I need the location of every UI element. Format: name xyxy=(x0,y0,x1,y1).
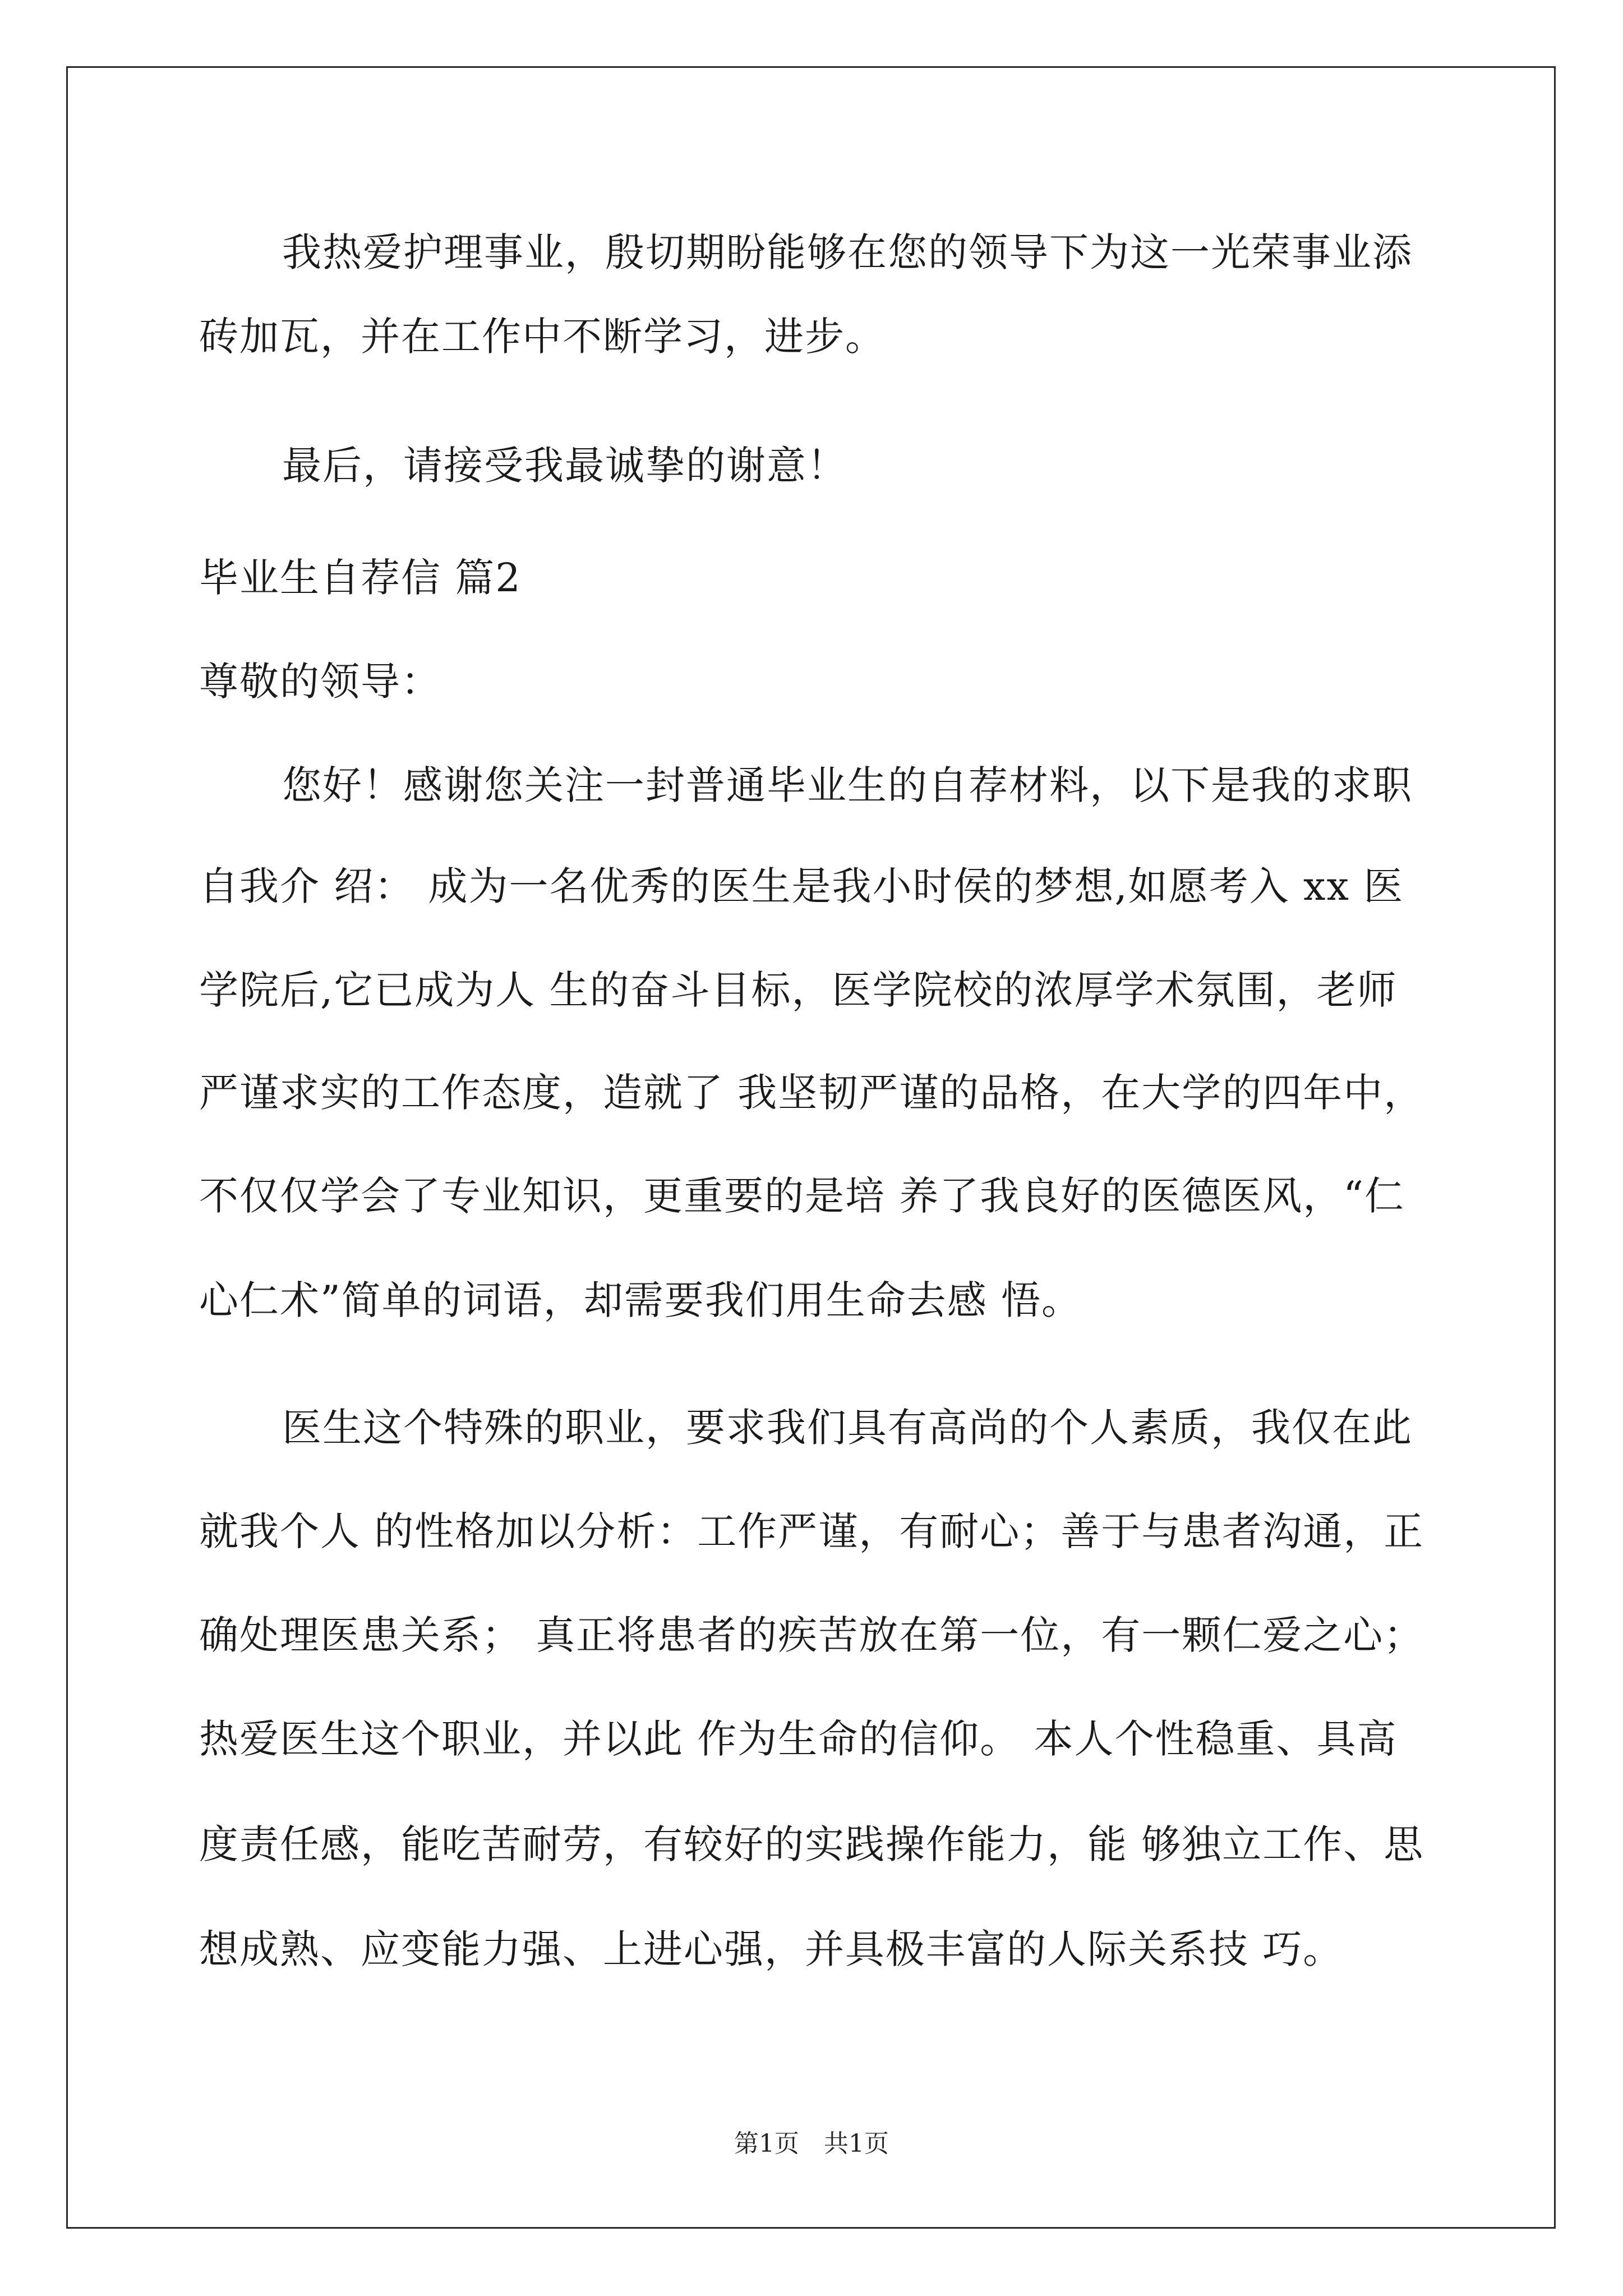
paragraph-line: 严谨求实的工作态度，造就了 我坚韧严谨的品格，在大学的四年中， xyxy=(199,1070,1424,1116)
paragraph-line: 就我个人 的性格加以分析：工作严谨，有耐心；善于与患者沟通，正 xyxy=(199,1508,1424,1554)
paragraph-line: 不仅仅学会了专业知识，更重要的是培 养了我良好的医德医风，“仁 xyxy=(199,1173,1405,1219)
section-heading: 毕业生自荐信 篇2 xyxy=(199,555,522,601)
paragraph-line: 您好！感谢您关注一封普通毕业生的自荐材料，以下是我的求职 xyxy=(282,762,1413,808)
paragraph-line: 砖加瓦，并在工作中不断学习，进步。 xyxy=(199,314,886,360)
paragraph-line: 想成熟、应变能力强、上进心强，并具极丰富的人际关系技 巧。 xyxy=(199,1926,1344,1972)
page-border xyxy=(66,66,1556,2229)
paragraph-line: 我热爱护理事业，殷切期盼能够在您的领导下为这一光荣事业添 xyxy=(282,229,1413,275)
paragraph-line: 度责任感，能吃苦耐劳，有较好的实践操作能力，能 够独立工作、思 xyxy=(199,1821,1424,1867)
paragraph-line: 心仁术”简单的词语，却需要我们用生命去感 悟。 xyxy=(199,1277,1082,1323)
paragraph-line: 学院后,它已成为人 生的奋斗目标，医学院校的浓厚学术氛围，老师 xyxy=(199,967,1398,1013)
paragraph-line: 热爱医生这个职业，并以此 作为生命的信仰。 本人个性稳重、具高 xyxy=(199,1716,1398,1762)
paragraph-line: 医生这个特殊的职业，要求我们具有高尚的个人素质，我仅在此 xyxy=(282,1405,1413,1451)
salutation: 尊敬的领导： xyxy=(199,659,441,705)
paragraph-line: 自我介 绍： 成为一名优秀的医生是我小时侯的梦想,如愿考入 xx 医 xyxy=(199,863,1404,909)
closing-line: 最后，请接受我最诚挚的谢意！ xyxy=(282,443,847,489)
paragraph-line: 确处理医患关系； 真正将患者的疾苦放在第一位，有一颗仁爱之心； xyxy=(199,1612,1424,1658)
page-number-footer: 第1页 共1页 xyxy=(734,2129,889,2158)
